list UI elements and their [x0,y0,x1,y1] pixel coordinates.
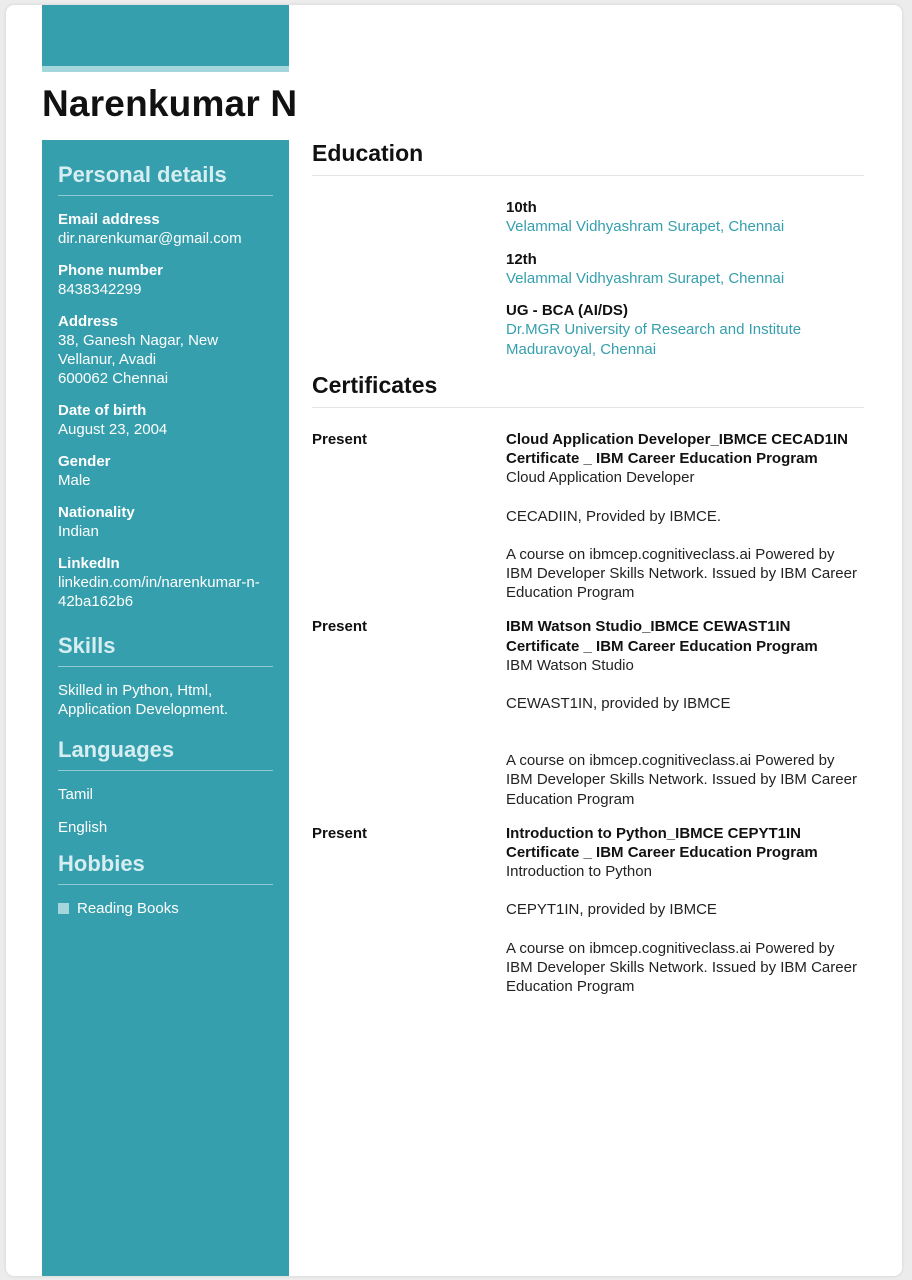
detail-label: Date of birth [58,402,147,419]
header-accent-band [42,5,289,66]
education-title: 10th [506,199,537,216]
certificates-list [312,408,864,996]
certificate-date: Present [312,618,368,636]
certificate-title: Certificate _ IBM Career Education Program [506,844,818,862]
certificate-body [506,617,864,808]
detail-phone [58,261,273,299]
certificate-name: Cloud Application Developer [506,469,695,487]
language-item: Tamil [58,786,94,803]
languages-list [58,785,273,837]
detail-label: Address [58,313,119,330]
skills-heading: Skills [58,633,273,667]
education-section [312,140,864,359]
dob-value: August 23, 2004 [58,421,168,438]
linkedin-link[interactable]: linkedin.com/in/narenkumar-n- [58,574,260,591]
gender-value: Male [58,472,91,489]
certificate-title: Introduction to Python_IBMCE CEPYT1IN [506,824,801,842]
certificate-title: Cloud Application Developer_IBMCE CECAD1IN [506,431,848,448]
hobby-label: Reading Books [77,900,179,917]
certificate-item [312,430,864,602]
certificate-body [506,824,864,996]
education-institution: Velammal Vidhyashram Surapet, Chennai [506,218,785,235]
address-line: 600062 Chennai [58,370,169,387]
main-content [312,140,864,1011]
sidebar [42,140,289,1276]
resume-page [6,5,902,1276]
detail-gender [58,452,273,490]
personal-details-heading: Personal details [58,162,273,196]
detail-label: Nationality [58,504,135,521]
personal-details-list [58,210,273,611]
education-item [506,250,864,289]
certificate-desc: Education Program [506,790,635,808]
certificate-code: CEWAST1IN, provided by IBMCE [506,695,731,713]
certificate-code: CECADIIN, Provided by IBMCE. [506,507,722,525]
certificate-desc: Education Program [506,584,635,602]
hobbies-heading: Hobbies [58,851,273,885]
detail-label: LinkedIn [58,555,120,572]
certificate-date: Present [312,824,368,842]
linkedin-link[interactable]: 42ba162b6 [58,593,134,610]
detail-email [58,210,273,248]
certificate-title: Certificate _ IBM Career Education Program [506,637,818,655]
education-title: 12th [506,250,537,268]
certificate-title: Certificate _ IBM Career Education Program [506,450,818,468]
detail-label: Gender [58,453,111,470]
education-item [506,198,864,237]
education-location: Maduravoyal, Chennai [506,340,657,358]
detail-label: Phone number [58,262,164,279]
resume-name: Narenkumar N [42,83,298,124]
education-institution: Dr.MGR University of Research and Institute [506,321,802,338]
detail-date-of-birth [58,401,273,439]
language-item: English [58,819,108,836]
certificate-name: IBM Watson Studio [506,656,634,674]
nationality-value: Indian [58,523,99,540]
skills-text [58,681,273,719]
certificate-item [312,617,864,808]
certificate-desc: A course on ibmcep.cognitiveclass.ai Powered by [506,545,835,563]
education-heading: Education [312,140,864,176]
education-institution: Velammal Vidhyashram Surapet, Chennai [506,269,785,287]
certificate-code: CEPYT1IN, provided by IBMCE [506,901,717,919]
certificate-item [312,824,864,996]
address-line: Vellanur, Avadi [58,351,157,368]
header-accent-stripe [42,66,289,72]
certificate-desc: IBM Developer Skills Network. Issued by IBM Career [506,565,857,583]
certificate-desc: A course on ibmcep.cognitiveclass.ai Powered by [506,939,835,957]
detail-address [58,312,273,388]
detail-nationality [58,503,273,541]
education-list [312,176,864,359]
email-value[interactable]: dir.narenkumar@gmail.com [58,230,242,247]
certificate-date: Present [312,431,368,448]
education-title: UG - BCA (AI/DS) [506,302,628,319]
hobby-item [58,899,273,918]
certificate-desc: IBM Developer Skills Network. Issued by IBM Career [506,958,857,976]
certificate-desc: Education Program [506,978,635,996]
certificate-desc: A course on ibmcep.cognitiveclass.ai Powered by [506,752,835,770]
education-item [506,301,864,359]
phone-value: 8438342299 [58,281,142,298]
certificates-heading: Certificates [312,372,864,408]
skills-line: Application Development. [58,701,229,718]
languages-heading: Languages [58,737,273,771]
certificate-name: Introduction to Python [506,863,652,881]
certificate-body [506,430,864,602]
certificates-section [312,372,864,996]
detail-linkedin [58,554,273,611]
certificate-title: IBM Watson Studio_IBMCE CEWAST1IN [506,618,791,636]
address-line: 38, Ganesh Nagar, New [58,332,219,349]
square-bullet-icon [58,903,69,914]
certificate-desc: IBM Developer Skills Network. Issued by IBM Career [506,771,857,789]
hobbies-list [58,899,273,918]
detail-label: Email address [58,211,160,228]
skills-line: Skilled in Python, Html, [58,682,213,699]
